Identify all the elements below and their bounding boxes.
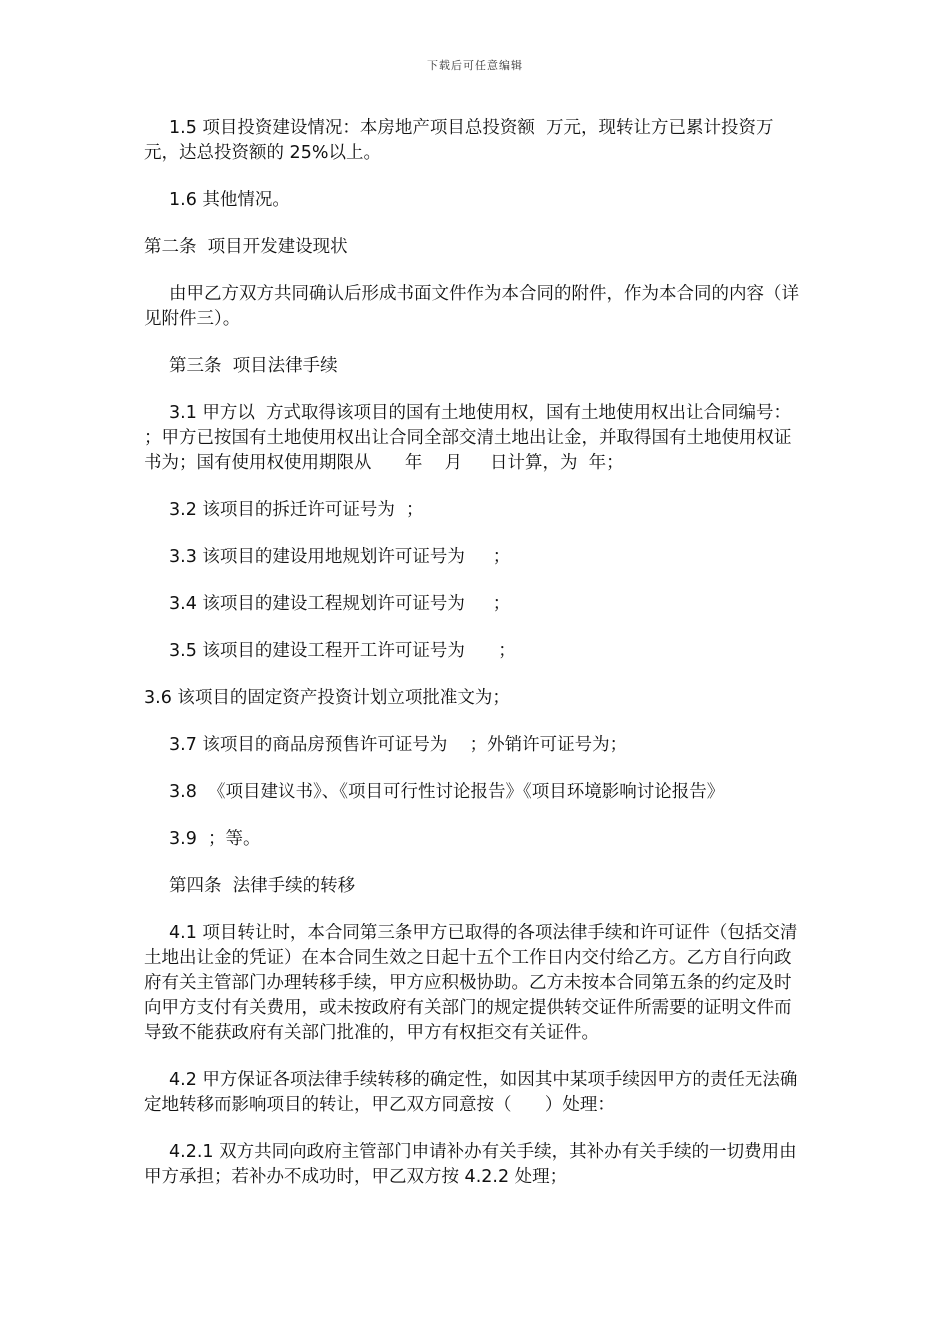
clause-1-5: 1.5 项目投资建设情况：本房地产项目总投资额 万元，现转让方已累计投资万元，达总投资额的 25%以上。 — [144, 118, 774, 163]
clause-3-2: 3.2 该项目的拆迁许可证号为 ； — [169, 500, 424, 520]
clause-4-2-1: 4.2.1 双方共同向政府主管部门申请补办有关手续，其补办有关手续的一切费用由甲方承担；若补办不成功时，甲乙双方按 4.2.2 处理； — [144, 1142, 797, 1187]
clause-3-9: 3.9 ；等。 — [169, 829, 261, 849]
article-3-heading: 第三条 项目法律手续 — [169, 356, 338, 376]
clause-3-8: 3.8 《项目建议书》、《项目可行性讨论报告》《项目环境影响讨论报告》 — [169, 782, 725, 802]
clause-4-2: 4.2 甲方保证各项法律手续转移的确定性，如因其中某项手续因甲方的责任无法确定地转移而影响项目的转让，甲乙双方同意按（ ）处理： — [144, 1070, 798, 1115]
document-body — [144, 116, 814, 1212]
clause-1-6: 1.6 其他情况。 — [169, 190, 290, 210]
clause-3-4: 3.4 该项目的建设工程规划许可证号为 ； — [169, 594, 511, 614]
page-header: 下载后可任意编辑 — [427, 59, 523, 72]
clause-3-5: 3.5 该项目的建设工程开工许可证号为 ； — [169, 641, 516, 661]
article-2-heading: 第二条 项目开发建设现状 — [144, 237, 348, 257]
article-2-body: 由甲乙方双方共同确认后形成书面文件作为本合同的附件，作为本合同的内容（详见附件三）。 — [144, 284, 799, 329]
article-4-heading: 第四条 法律手续的转移 — [169, 876, 356, 896]
clause-4-1: 4.1 项目转让时，本合同第三条甲方已取得的各项法律手续和许可证件（包括交清土地出让金的凭证）在本合同生效之日起十五个工作日内交付给乙方。乙方自行向政府有关主管部门办理转移手续，甲方应积极协助。乙方未按本合同第五条的约定及时向甲方支付有关费用，或未按政府有关部门的规定提供转交证件所需要的证明文件而导致不能获政府有关部门批准的，甲方有权拒交有关证件。 — [144, 923, 798, 1043]
clause-3-1: 3.1 甲方以 方式取得该项目的国有土地使用权，国有土地使用权出让合同编号： ；甲方已按国有土地使用权出让合同全部交清土地出让金，并取得国有土地使用权证书为；国有使用权使用期限从 年 月 日计算，为 年； — [144, 403, 814, 473]
clause-3-7: 3.7 该项目的商品房预售许可证号为 ；外销许可证号为； — [169, 735, 628, 755]
clause-3-3: 3.3 该项目的建设用地规划许可证号为 ； — [169, 547, 511, 567]
clause-3-6: 3.6 该项目的固定资产投资计划立项批准文为； — [144, 688, 510, 708]
